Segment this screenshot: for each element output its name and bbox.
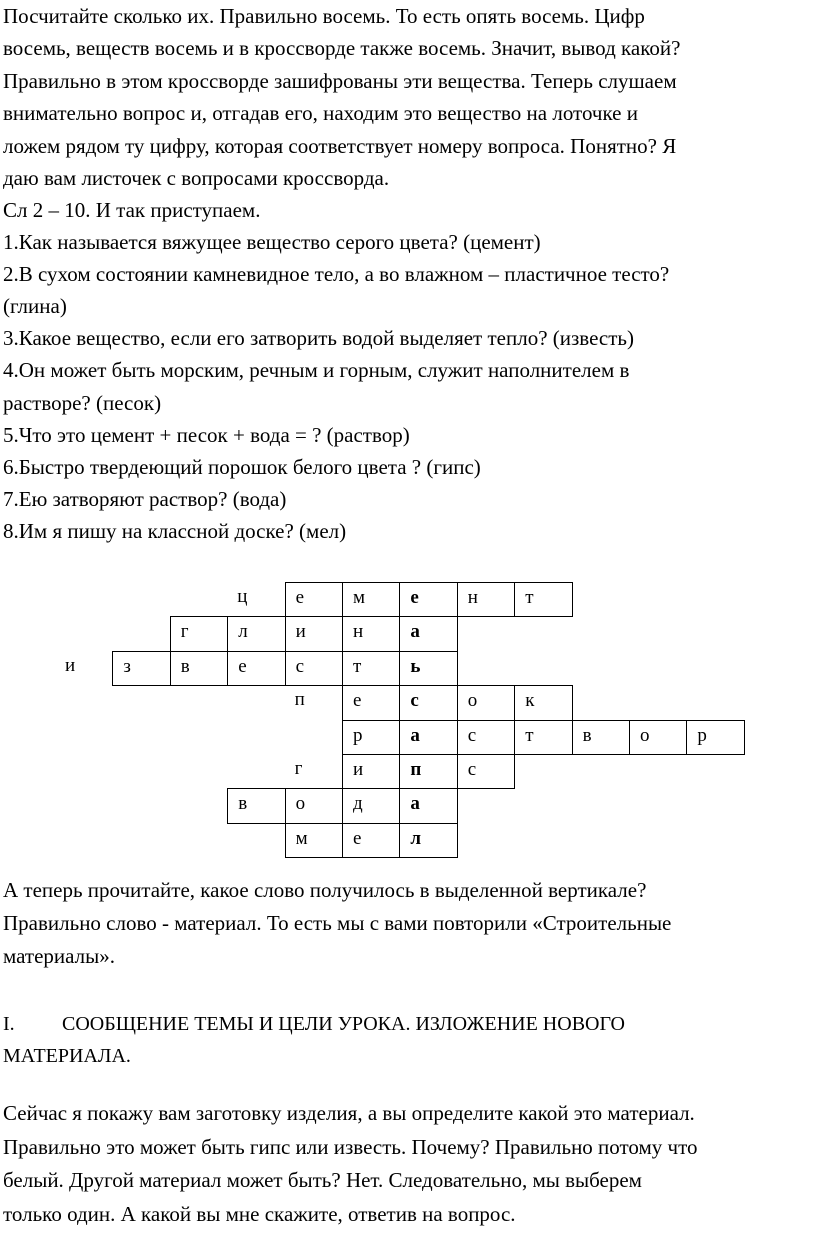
crossword-cell: е bbox=[285, 582, 343, 617]
crossword-key-cell: е bbox=[399, 582, 457, 617]
crossword-cell: п bbox=[294, 689, 305, 711]
question-line: 4.Он может быть морским, речным и горным, служит наполнителем в bbox=[3, 358, 630, 383]
crossword-cell: т bbox=[514, 720, 572, 755]
question-list bbox=[3, 194, 813, 547]
text-line: белый. Другой материал может быть? Нет. Следовательно, мы выберем bbox=[3, 1168, 642, 1192]
crossword-key-cell: с bbox=[399, 685, 457, 720]
question-line: 6.Быстро твердеющий порошок белого цвета ? (гипс) bbox=[3, 454, 481, 479]
crossword-key-cell: а bbox=[399, 788, 457, 823]
question-line: растворе? (песок) bbox=[3, 390, 162, 415]
crossword-cell: в bbox=[572, 720, 630, 755]
crossword-cell: д bbox=[342, 788, 400, 823]
crossword-key-cell: п bbox=[399, 754, 457, 789]
crossword-cell: и bbox=[285, 616, 343, 651]
crossword-key-cell: ь bbox=[399, 651, 457, 686]
crossword-key-cell: л bbox=[399, 823, 457, 858]
text-line: А теперь прочитайте, какое слово получилось в выделенной вертикале? bbox=[3, 878, 647, 902]
section-title-continued: МАТЕРИАЛА. bbox=[3, 1045, 131, 1067]
crossword-cell: и bbox=[342, 754, 400, 789]
crossword-cell bbox=[285, 720, 343, 755]
crossword-cell: н bbox=[342, 616, 400, 651]
crossword-key-cell: а bbox=[399, 616, 457, 651]
crossword-cell: в bbox=[170, 651, 228, 686]
crossword-cell: о bbox=[285, 788, 343, 823]
crossword-cell: с bbox=[457, 720, 515, 755]
crossword-cell: е bbox=[227, 651, 285, 686]
outro-paragraph bbox=[3, 874, 813, 973]
text-line: только один. А какой вы мне скажите, ответив на вопрос. bbox=[3, 1201, 516, 1226]
text-line: даю вам листочек с вопросами кроссворда. bbox=[3, 166, 390, 191]
crossword-cell: е bbox=[342, 685, 400, 720]
crossword-cell: ц bbox=[237, 586, 248, 607]
crossword-cell: л bbox=[227, 616, 285, 651]
intro-paragraph bbox=[3, 0, 813, 194]
question-line: (глина) bbox=[3, 294, 67, 319]
crossword-cell: к bbox=[514, 685, 572, 720]
crossword-cell: р bbox=[686, 720, 744, 755]
crossword-cell: с bbox=[285, 651, 343, 686]
crossword-cell: о bbox=[457, 685, 515, 720]
text-line: ложем рядом ту цифру, которая соответствует номеру вопроса. Понятно? Я bbox=[3, 133, 677, 158]
crossword-cell: н bbox=[457, 582, 515, 617]
crossword-key-cell: а bbox=[399, 720, 457, 755]
text-line: восемь, веществ восемь и в кроссворде также восемь. Значит, вывод какой? bbox=[3, 36, 681, 61]
text-line: Правильно это может быть гипс или известь. Почему? Правильно потому что bbox=[3, 1134, 698, 1159]
crossword-cell: м bbox=[285, 823, 343, 858]
final-paragraph bbox=[3, 1097, 816, 1231]
question-line: 1.Как называется вяжущее вещество серого цвета? (цемент) bbox=[3, 230, 541, 255]
crossword-cell: в bbox=[227, 788, 285, 823]
crossword-cell: г bbox=[294, 758, 303, 779]
text-line: материалы». bbox=[3, 944, 116, 968]
crossword-cell: з bbox=[112, 651, 170, 686]
text-line: Правильно в этом кроссворде зашифрованы эти вещества. Теперь слушаем bbox=[3, 68, 677, 93]
question-line: 3.Какое вещество, если его затворить водой выделяет тепло? (известь) bbox=[3, 326, 634, 351]
text-line: внимательно вопрос и, отгадав его, находим это вещество на лоточке и bbox=[3, 101, 638, 126]
crossword-cell: и bbox=[65, 654, 76, 676]
text-line: Посчитайте сколько их. Правильно восемь. То есть опять восемь. Цифр bbox=[3, 4, 645, 28]
question-line: 5.Что это цемент + песок + вода = ? (раствор) bbox=[3, 422, 410, 447]
slide-note: Сл 2 – 10. И так приступаем. bbox=[3, 198, 261, 222]
crossword-cell: о bbox=[629, 720, 687, 755]
section-title: СООБЩЕНИЕ ТЕМЫ И ЦЕЛИ УРОКА. ИЗЛОЖЕНИЕ НОВОГО bbox=[62, 1013, 625, 1035]
question-line: 7.Ею затворяют раствор? (вода) bbox=[3, 486, 287, 511]
crossword-cell: т bbox=[514, 582, 572, 617]
text-line: Правильно слово - материал. То есть мы с вами повторили «Строительные bbox=[3, 911, 672, 935]
question-line: 2.В сухом состоянии камневидное тело, а во влажном – пластичное тесто? bbox=[3, 262, 670, 287]
crossword-cell: м bbox=[342, 582, 400, 617]
question-line: 8.Им я пишу на классной доске? (мел) bbox=[3, 518, 347, 543]
crossword-cell: г bbox=[170, 616, 228, 651]
crossword-cell: е bbox=[342, 823, 400, 858]
crossword-cell: т bbox=[342, 651, 400, 686]
section-number: I. bbox=[3, 1013, 15, 1035]
crossword-cell: р bbox=[342, 720, 400, 755]
crossword-cell: с bbox=[457, 754, 515, 789]
text-line: Сейчас я покажу вам заготовку изделия, а вы определите какой это материал. bbox=[3, 1101, 695, 1125]
